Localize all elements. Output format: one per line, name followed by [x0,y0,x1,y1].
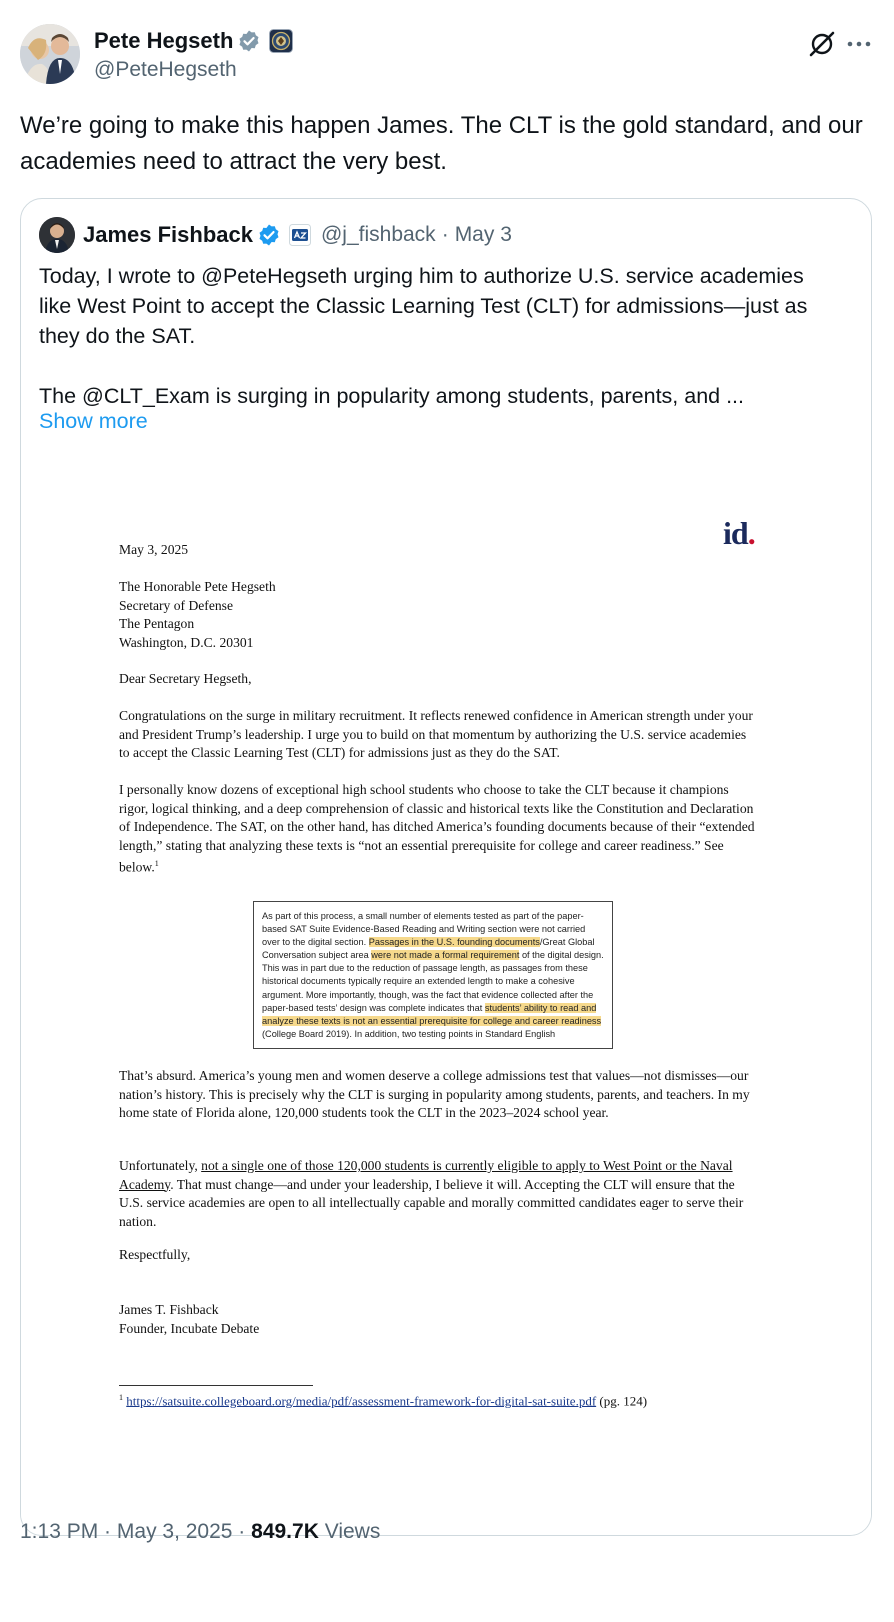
footnote-link[interactable]: https://satsuite.collegeboard.org/media/pdf/assessment-framework-for-digital-sat-suite.pdf [126,1393,597,1409]
tweet-text: We’re going to make this happen James. The CLT is the gold standard, and our academies need to attract the very best. [20,112,863,175]
author-avatar[interactable] [20,24,80,84]
signature-name: James T. Fishback [119,1302,219,1317]
footnote-divider [119,1385,313,1386]
address-line: Washington, D.C. 20301 [119,634,254,650]
meta-separator: · [98,1520,117,1543]
quote-author-avatar[interactable] [39,217,75,253]
letter-address [119,578,759,652]
excerpt-text: (College Board 2019). In addition, two testing points in Standard English [262,1028,556,1039]
logo-dot: . [747,515,755,551]
verified-badge-icon [257,223,281,247]
letter-paragraph-1: Congratulations on the surge in military recruitment. It reflects renewed confidence in American strength under your and President Trump’s leadership. I urge you to build on that momentum by authorizing the U.S. service academies to accept the Classic Learning Test (CLT) for admissions just as they do the SAT. [119,708,753,761]
tweet-header [20,22,874,86]
excerpt-highlight: students’ ability to read and analyze these texts is not an essential prerequisite for college and career readiness [262,1002,602,1026]
letter-paragraph-3: That’s absurd. America’s young men and women deserve a college admissions test that values—not dismisses—our nation’s history. This is precisely why the CLT is surging in popularity among students, parents, and teachers. In my home state of Florida alone, 120,000 students took the CLT in the 2023–2024 school year. [119,1068,750,1121]
quote-paragraph-1: Today, I wrote to @PeteHegseth urging him to authorize U.S. service academies like West Point to accept the Classic Learning Test (CLT) for admissions—just as they do the SAT. [39,264,808,348]
letter-date: May 3, 2025 [119,542,189,557]
quote-separator: · [441,223,449,246]
letter-footnote [119,1393,647,1409]
views-count[interactable]: 849.7K [251,1520,319,1543]
excerpt-text: As part of this process, a small number of elements tested as part of the paper-based SAT Suite Evidence-Based Reading and Writing section were not carried over to the digital section. [262,911,586,948]
government-affiliation-icon[interactable] [269,29,293,53]
show-more-link[interactable]: Show more [39,409,148,433]
quote-paragraph-2: The @CLT_Exam is surging in popularity among students, parents, and ... [39,384,745,408]
address-line: The Honorable Pete Hegseth [119,579,276,594]
paragraph-4-end: . That must change—and under your leadership, I believe it will. Accepting the CLT will ensure that the U.S. service academies are open to all intellectually capable and morally committed candidates eager to serve their nation. [119,1176,744,1229]
letter-paragraph-2 [119,781,759,878]
tweet-date[interactable]: May 3, 2025 [116,1520,233,1543]
verified-badge-icon [237,29,261,53]
more-options-icon[interactable] [846,36,872,52]
affiliation-badge-icon[interactable] [289,224,311,246]
tweet-time[interactable]: 1:13 PM [20,1520,99,1543]
letter-signature [119,1301,759,1338]
letter-closing: Respectfully, [119,1247,191,1262]
logo-text: id [723,515,748,551]
quote-author-name[interactable]: James Fishback [83,222,253,247]
sat-excerpt-box [253,901,613,1049]
quote-text [39,261,839,411]
excerpt-highlight: were not made a formal requirement [371,950,520,961]
address-line: The Pentagon [119,616,195,632]
letter-image[interactable] [21,457,872,1536]
footnote-marker: 1 [154,859,159,869]
tweet-meta [20,1520,380,1544]
views-label: Views [318,1520,381,1543]
address-line: Secretary of Defense [119,597,233,613]
meta-separator: · [232,1520,252,1543]
quote-date[interactable]: May 3 [454,223,512,246]
excerpt-text: /Great Global Conversation subject area [262,937,595,961]
grok-icon[interactable] [808,30,836,58]
letter-salutation: Dear Secretary Hegseth, [119,671,252,686]
paragraph-4-underlined: not a single one of those 120,000 students is currently eligible to apply to West Point or the Naval Academy [119,1158,733,1192]
paragraph-4-start: Unfortunately, [119,1158,202,1173]
excerpt-text: of the digital design. This was in part due to the reduction of passage length, as passages from these historical documents typically require an extended length to make a cohesive argument. More importantly, though, was the fact that evidence collected after the paper-based tests’ design was complete indicates that [262,950,604,1013]
quote-header [39,217,512,253]
author-name-row [94,28,293,54]
excerpt-highlight: Passages in the U.S. founding documents [368,937,540,948]
author-name[interactable]: Pete Hegseth [94,28,234,53]
footnote-suffix: (pg. 124) [596,1393,648,1409]
letter-paragraph-2-text: I personally know dozens of exceptional high school students who choose to take the CLT because it champions rigor, logical thinking, and a deep comprehension of classic and historical texts like the Constitution and Declaration of Independence. The SAT, on the other hand, has ditched America’s founding documents because of their “extended length,” stating that analyzing these texts is “not an essential prerequisite for college and career readiness.” See below. [119,782,755,875]
letter-paragraph-4 [119,1157,749,1231]
quote-author-handle[interactable]: @j_fishback [320,223,436,246]
footnote-marker: 1 [119,1393,123,1402]
quoted-tweet[interactable] [20,198,872,1536]
signature-title: Founder, Incubate Debate [119,1320,260,1336]
author-handle[interactable]: @PeteHegseth [94,58,237,81]
